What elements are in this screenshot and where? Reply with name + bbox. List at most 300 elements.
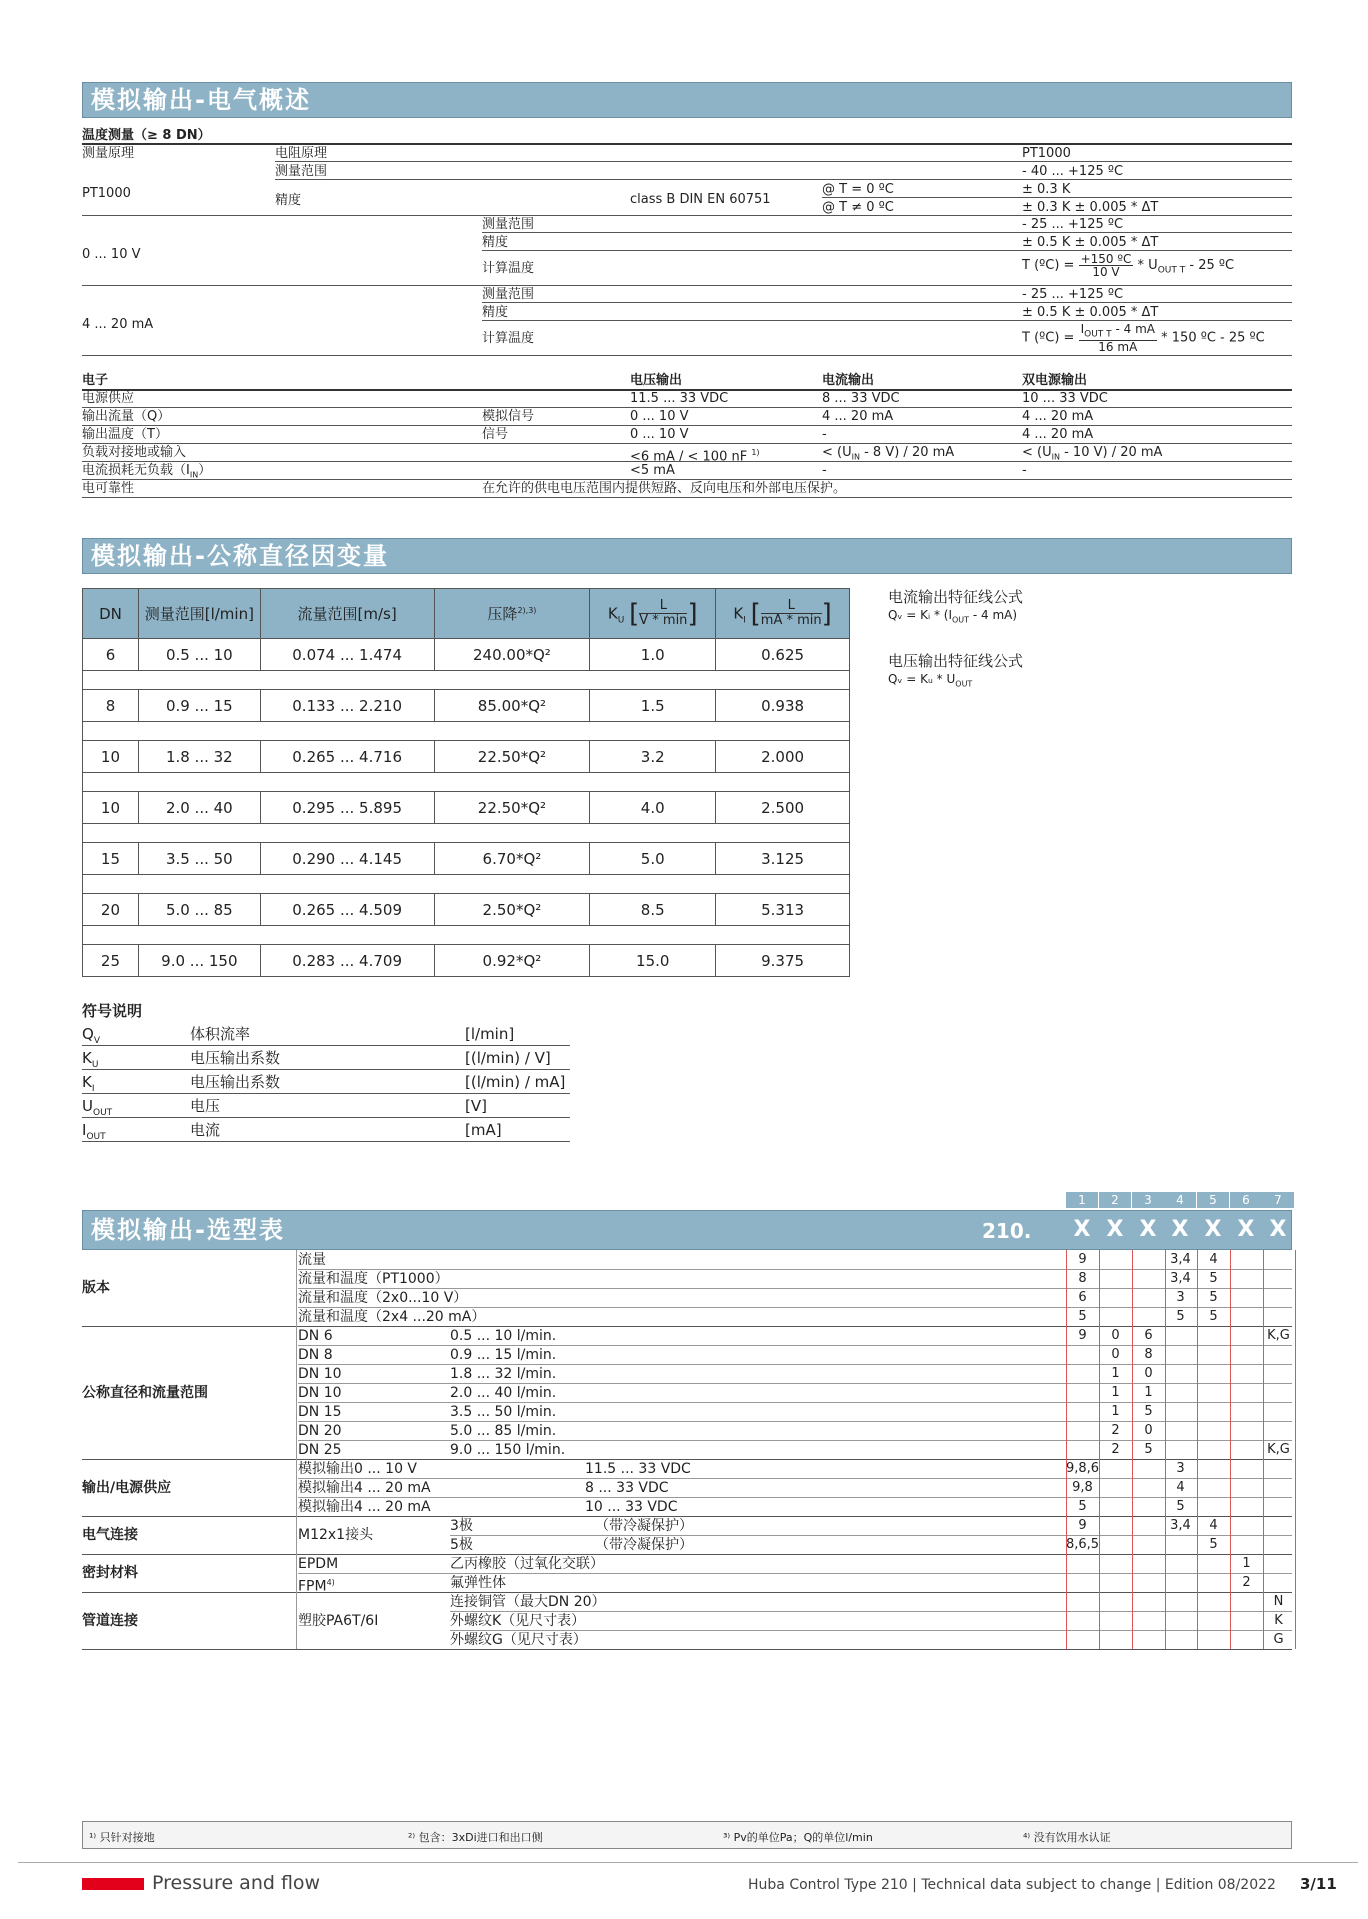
principle-val: PT1000	[1022, 146, 1071, 161]
legend-unit: [mA]	[465, 1121, 502, 1139]
selection-row-divider	[298, 1478, 1292, 1479]
selection-row-label	[450, 1632, 587, 1648]
formula-num: +150 ºC	[1080, 252, 1132, 266]
supply-d: 10 ... 33 VDC	[1022, 391, 1108, 406]
group-divider	[82, 1554, 1292, 1555]
selection-code-cell: 8	[1144, 1347, 1153, 1362]
load-d-sub: IN	[1051, 452, 1060, 462]
table-row	[83, 741, 850, 773]
selection-label-line	[296, 1250, 297, 1649]
row-label-text: 流量	[298, 1252, 326, 1268]
group-divider	[82, 1516, 1292, 1517]
selection-x: X	[1171, 1217, 1189, 1242]
row-label-text: 连接铜管（最大DN 20）	[450, 1594, 606, 1610]
divider	[82, 143, 1292, 145]
formula-current-text: Qᵥ = Kᵢ * (I	[888, 608, 952, 622]
selection-code-cell: 4	[1209, 1518, 1218, 1533]
cell-dn: 6	[83, 639, 139, 671]
legend-title: 符号说明	[82, 1002, 143, 1020]
cell-drop: 22.50*Q²	[434, 792, 590, 824]
legend-divider	[82, 1141, 570, 1142]
selection-code-cell: 9	[1078, 1328, 1087, 1343]
selection-row-label	[298, 1480, 431, 1496]
selection-code-cell: K,G	[1267, 1442, 1290, 1457]
selection-row-divider	[298, 1345, 1292, 1346]
row-label-text: 流量和温度（2x0...10 V）	[298, 1290, 468, 1306]
selection-digit: 7	[1262, 1192, 1294, 1208]
th-dn: DN	[83, 589, 139, 639]
formula-current-sub: OUT	[952, 615, 970, 625]
th-ku-num: L	[639, 599, 687, 614]
legend-sub: OUT	[92, 1108, 113, 1118]
row-label-text: 外螺纹K（见尺寸表）	[450, 1613, 586, 1629]
th-ki-den: mA * min	[760, 613, 822, 628]
selection-row-label	[298, 1290, 467, 1306]
selection-code-cell: N	[1273, 1594, 1284, 1609]
selection-row-label	[298, 1461, 417, 1477]
outq-label: 输出流量（Q）	[82, 409, 171, 424]
a-label: 4 ... 20 mA	[82, 317, 154, 332]
cell-speed: 0.265 ... 4.716	[260, 741, 434, 773]
load-a-end: - 8 V) / 20 mA	[864, 445, 955, 460]
v-range-val: - 25 ... +125 ºC	[1022, 217, 1124, 232]
outt-label: 输出温度（T）	[82, 427, 168, 442]
selection-row-value: 11.5 ... 33 VDC	[585, 1461, 691, 1477]
selection-row-value: 0.5 ... 10 l/min.	[450, 1328, 557, 1344]
formula-voltage-title: 电压输出特征线公式	[888, 652, 1024, 670]
legend-symbol	[82, 1025, 100, 1050]
cell-ku: 5.0	[590, 843, 716, 875]
cell-ku: 1.0	[590, 639, 716, 671]
selection-row-label	[450, 1537, 473, 1553]
accuracy-label: 精度	[275, 193, 302, 208]
selection-row-label	[298, 1385, 342, 1401]
selection-code-cell: 5	[1209, 1290, 1218, 1305]
v-calc-formula	[1022, 253, 1234, 278]
selection-row-label	[450, 1613, 585, 1629]
selection-code-cell: 1	[1242, 1556, 1251, 1571]
cell-dn: 20	[83, 894, 139, 926]
temp-heading: 温度测量（≥ 8 DN）	[82, 128, 211, 143]
cell-dn: 10	[83, 741, 139, 773]
spacer-row	[83, 773, 850, 792]
range-label: 测量范围	[275, 164, 328, 179]
divider	[82, 497, 1292, 498]
v-label: 0 ... 10 V	[82, 247, 141, 262]
selection-row-value: 1.8 ... 32 l/min.	[450, 1366, 557, 1382]
selection-x: X	[1139, 1217, 1157, 1242]
selection-code-cell: 4	[1209, 1252, 1218, 1267]
formula-post: * U	[1137, 258, 1158, 273]
group-label-pipe: 管道连接	[82, 1612, 138, 1629]
cell-ku: 3.2	[590, 741, 716, 773]
selection-row-value: 3.5 ... 50 l/min.	[450, 1404, 557, 1420]
consumption-text: 电流损耗无负载（I	[82, 463, 190, 478]
a-accuracy-label: 精度	[482, 305, 509, 320]
footer-brand: Pressure and flow	[152, 1872, 321, 1894]
divider	[275, 179, 1292, 180]
legend-divider	[82, 1045, 570, 1046]
selection-column-line	[1099, 1250, 1100, 1649]
row-label-text: 流量和温度（PT1000）	[298, 1271, 449, 1287]
cell-ki: 9.375	[716, 945, 850, 977]
selection-code-cell: 5	[1176, 1309, 1185, 1324]
selection-x: X	[1073, 1217, 1091, 1242]
group-label-out: 输出/电源供应	[82, 1479, 172, 1496]
group-label-version: 版本	[82, 1280, 110, 1296]
selection-row-value: 氟弹性体	[450, 1575, 506, 1591]
divider	[82, 479, 1292, 480]
footer-page: 3/11	[1300, 1875, 1337, 1893]
selection-code-cell: 2	[1111, 1442, 1120, 1457]
cons-a: -	[822, 463, 827, 478]
v-accuracy-label: 精度	[482, 235, 509, 250]
spacer-row	[83, 824, 850, 843]
row-label-text: DN 10	[298, 1366, 342, 1382]
divider	[82, 461, 1292, 462]
cell-range: 5.0 ... 85	[138, 894, 260, 926]
divider	[482, 232, 1292, 233]
table-row	[83, 639, 850, 671]
v-calc-label: 计算温度	[482, 261, 535, 276]
legend-unit: [(l/min) / mA]	[465, 1073, 566, 1091]
cell-drop: 85.00*Q²	[434, 690, 590, 722]
cell-speed: 0.290 ... 4.145	[260, 843, 434, 875]
selection-code-cell: 1	[1111, 1404, 1120, 1419]
group-sublabel-conn: M12x1接头	[298, 1527, 374, 1543]
selection-code-cell: 5	[1209, 1309, 1218, 1324]
selection-row-label	[298, 1271, 449, 1287]
group-divider	[82, 1326, 1292, 1327]
formula-pre: T (ºC) =	[1022, 258, 1075, 273]
selection-row-value: 8 ... 33 VDC	[585, 1480, 669, 1496]
at-nonzero: @ T ≠ 0 ºC	[822, 200, 894, 215]
th-ku: $K_U$ [ $\frac{L}{V * \min}$ ]	[590, 589, 716, 639]
selection-code-cell: 1	[1144, 1385, 1153, 1400]
spacer-row	[83, 722, 850, 741]
selection-digit: 2	[1099, 1192, 1131, 1208]
selection-column-line	[1165, 1250, 1166, 1649]
selection-code-cell: 3,4	[1170, 1271, 1191, 1286]
row-label-text: DN 15	[298, 1404, 342, 1420]
th-drop-sup: 2),3)	[517, 606, 537, 615]
row-label-text: 模拟输出4 ... 20 mA	[298, 1480, 431, 1496]
cell-dn: 10	[83, 792, 139, 824]
th-speed: 流量范围[m/s]	[260, 589, 434, 639]
selection-code-cell: 9,8,6	[1066, 1461, 1100, 1476]
selection-row-value: 10 ... 33 VDC	[585, 1499, 678, 1515]
cons-d: -	[1022, 463, 1027, 478]
divider	[82, 355, 1292, 356]
row-label-text: DN 20	[298, 1423, 342, 1439]
selection-row-value: 5.0 ... 85 l/min.	[450, 1423, 557, 1439]
divider	[82, 443, 1292, 444]
col-voltage: 电压输出	[630, 373, 683, 388]
consumption-end: ）	[198, 463, 212, 478]
reliability-val: 在允许的供电电压范围内提供短路、反向电压和外部电压保护。	[482, 481, 847, 496]
dn-table	[82, 588, 850, 977]
cell-ki: 2.000	[716, 741, 850, 773]
legend-sub: I	[91, 1084, 95, 1094]
selection-row-label	[298, 1328, 333, 1344]
footnote-4: ⁴⁾ 没有饮用水认证	[1023, 1831, 1111, 1844]
outt-a: -	[822, 427, 827, 442]
group-label-conn: 电气连接	[82, 1527, 138, 1543]
row-label-text: DN 6	[298, 1328, 333, 1344]
row-label-text: DN 25	[298, 1442, 342, 1458]
selection-row-divider	[298, 1364, 1292, 1365]
supply-a: 8 ... 33 VDC	[822, 391, 900, 406]
selection-digit: 4	[1164, 1192, 1196, 1208]
legend-sym: K	[82, 1073, 92, 1091]
selection-x: X	[1106, 1217, 1124, 1242]
supply-v: 11.5 ... 33 VDC	[630, 391, 729, 406]
legend-sub: OUT	[86, 1132, 106, 1142]
signal-label: 信号	[482, 427, 509, 442]
selection-digit: 3	[1132, 1192, 1164, 1208]
selection-code-cell: 1	[1111, 1366, 1120, 1381]
th-drop	[434, 589, 590, 639]
legend-sym: K	[82, 1049, 92, 1067]
selection-code-cell: 1	[1111, 1385, 1120, 1400]
selection-column-line	[1263, 1250, 1264, 1649]
row-label-text: EPDM	[298, 1556, 339, 1572]
selection-column-line	[1066, 1250, 1067, 1649]
selection-row-value: 0.9 ... 15 l/min.	[450, 1347, 557, 1363]
footer-divider	[18, 1862, 1358, 1863]
selection-row-value: 2.0 ... 40 l/min.	[450, 1385, 557, 1401]
formula-den: 10 V	[1092, 265, 1120, 279]
cell-ku: 1.5	[590, 690, 716, 722]
selection-row-label	[298, 1499, 431, 1515]
selection-row-label	[298, 1309, 485, 1325]
selection-code-cell: 3,4	[1170, 1252, 1191, 1267]
legend-desc: 电流	[190, 1121, 221, 1139]
selection-code-cell: 3	[1176, 1461, 1185, 1476]
selection-code-cell: 0	[1144, 1366, 1153, 1381]
selection-code-cell: 0	[1111, 1328, 1120, 1343]
reliability-label: 电可靠性	[82, 481, 135, 496]
selection-code-cell: 5	[1078, 1499, 1087, 1514]
selection-row-divider	[298, 1383, 1292, 1384]
a-calc-formula	[1022, 323, 1265, 353]
formula-voltage-text: Qᵥ = Kᵤ * U	[888, 672, 956, 686]
th-drop-label: 压降	[487, 605, 518, 623]
selection-code-cell: 5	[1144, 1404, 1153, 1419]
legend-symbol	[82, 1121, 106, 1146]
pt1000-label: PT1000	[82, 186, 131, 201]
selection-row-label	[298, 1442, 342, 1458]
row-label-text: 模拟输出0 ... 10 V	[298, 1461, 417, 1477]
legend-desc: 体积流率	[190, 1025, 251, 1043]
selection-code-cell: K	[1274, 1613, 1283, 1628]
formula-pre: T (ºC) =	[1022, 330, 1075, 346]
outt-d: 4 ... 20 mA	[1022, 427, 1094, 442]
cell-ki: 0.625	[716, 639, 850, 671]
cell-range: 3.5 ... 50	[138, 843, 260, 875]
selection-code-cell: 8,6,5	[1066, 1537, 1100, 1552]
table-row	[83, 945, 850, 977]
dn-table-body	[83, 639, 850, 977]
formula-fraction	[1079, 323, 1157, 353]
spacer-cell	[83, 875, 850, 894]
a-accuracy-val: ± 0.5 K ± 0.005 * ΔT	[1022, 305, 1159, 320]
a-calc-label: 计算温度	[482, 331, 535, 346]
selection-row-divider	[298, 1288, 1292, 1289]
spacer-cell	[83, 722, 850, 741]
cell-drop: 6.70*Q²	[434, 843, 590, 875]
formula-voltage	[888, 672, 972, 691]
at-nonzero-val: ± 0.3 K ± 0.005 * ΔT	[1022, 200, 1159, 215]
legend-desc: 电压	[190, 1097, 221, 1115]
cell-drop: 2.50*Q²	[434, 894, 590, 926]
selection-row-divider	[298, 1421, 1292, 1422]
cell-ku: 15.0	[590, 945, 716, 977]
cell-drop: 0.92*Q²	[434, 945, 590, 977]
selection-code-cell: 3	[1176, 1290, 1185, 1305]
spacer-row	[83, 926, 850, 945]
divider	[482, 320, 1292, 321]
selection-row-divider	[298, 1402, 1292, 1403]
cell-range: 0.9 ... 15	[138, 690, 260, 722]
selection-column-line	[1295, 1250, 1296, 1649]
section-title-electrical: 模拟输出-电气概述	[82, 82, 1292, 118]
cell-ki: 3.125	[716, 843, 850, 875]
selection-code-cell: 6	[1144, 1328, 1153, 1343]
selection-code-cell: 2	[1111, 1423, 1120, 1438]
elec-heading: 电子	[82, 373, 109, 388]
th-ki-label: K	[733, 604, 744, 622]
cell-speed: 0.295 ... 5.895	[260, 792, 434, 824]
selection-digit: 6	[1230, 1192, 1262, 1208]
legend-sym: U	[82, 1097, 93, 1115]
selection-row-value: 乙丙橡胶（过氧化交联）	[450, 1556, 604, 1572]
col-current: 电流输出	[822, 373, 875, 388]
selection-column-line	[1197, 1250, 1198, 1649]
selection-row-label	[450, 1594, 606, 1610]
group-divider	[82, 1649, 1292, 1650]
cell-ki: 5.313	[716, 894, 850, 926]
selection-code-cell: 8	[1078, 1271, 1087, 1286]
spacer-cell	[83, 671, 850, 690]
load-d-text: < (U	[1022, 445, 1052, 460]
footnote-3: ³⁾ Pv的单位Pa；Q的单位l/min	[723, 1831, 873, 1844]
principle-label: 测量原理	[82, 146, 135, 161]
row-label-text: 模拟输出4 ... 20 mA	[298, 1499, 431, 1515]
row-label-text: FPM	[298, 1578, 327, 1595]
footnote-1: ¹⁾ 只针对接地	[89, 1831, 155, 1844]
row-label-text: 3极	[450, 1518, 473, 1534]
v-range-label: 测量范围	[482, 217, 535, 232]
legend-sub: U	[91, 1060, 99, 1070]
legend-sub: V	[93, 1036, 100, 1046]
cell-dn: 15	[83, 843, 139, 875]
divider	[82, 407, 1292, 408]
selection-column-line	[1230, 1250, 1231, 1649]
outq-a: 4 ... 20 mA	[822, 409, 894, 424]
cell-speed: 0.074 ... 1.474	[260, 639, 434, 671]
formula-current	[888, 608, 1017, 627]
legend-symbol	[82, 1097, 112, 1122]
spacer-row	[83, 671, 850, 690]
legend-unit: [V]	[465, 1097, 487, 1115]
th-ku-label: K	[607, 604, 618, 622]
selection-row-label	[298, 1366, 342, 1382]
divider	[275, 161, 1292, 162]
spacer-cell	[83, 926, 850, 945]
selection-code-cell: K,G	[1267, 1328, 1290, 1343]
legend-divider	[82, 1117, 570, 1118]
th-ki-num: L	[761, 599, 822, 614]
selection-row-divider	[298, 1307, 1292, 1308]
row-label-text: DN 8	[298, 1347, 333, 1363]
group-divider	[82, 1592, 1292, 1593]
cell-range: 0.5 ... 10	[138, 639, 260, 671]
divider	[82, 215, 1292, 216]
load-v-text: <6 mA / < 100 nF	[630, 449, 748, 465]
cell-speed: 0.133 ... 2.210	[260, 690, 434, 722]
outt-v: 0 ... 10 V	[630, 427, 689, 442]
formula-num-sub: OUT T	[1084, 329, 1112, 340]
spacer-cell	[83, 773, 850, 792]
outq-d: 4 ... 20 mA	[1022, 409, 1094, 424]
selection-code-cell: G	[1273, 1632, 1284, 1647]
legend-desc: 电压输出系数	[190, 1073, 281, 1091]
th-ku-den: V * min	[639, 613, 688, 628]
cell-speed: 0.265 ... 4.509	[260, 894, 434, 926]
footnote-2: ²⁾ 包含：3xDi进口和出口侧	[408, 1831, 543, 1844]
divider	[82, 425, 1292, 426]
row-label-text: 流量和温度（2x4 ...20 mA）	[298, 1309, 486, 1325]
row-label-text: 5极	[450, 1537, 473, 1553]
cell-ku: 4.0	[590, 792, 716, 824]
selection-code-cell: 5	[1209, 1271, 1218, 1286]
load-a-text: < (U	[822, 445, 852, 460]
selection-row-label	[450, 1518, 473, 1534]
row-label-text: 外螺纹G（见尺寸表）	[450, 1632, 587, 1648]
outq-v: 0 ... 10 V	[630, 409, 689, 424]
formula-fraction	[1079, 253, 1134, 278]
selection-code-cell: 5	[1144, 1442, 1153, 1457]
selection-code-cell: 9	[1078, 1518, 1087, 1533]
load-v-sup: 1)	[751, 448, 760, 457]
selection-row-divider	[298, 1269, 1292, 1270]
cell-range: 9.0 ... 150	[138, 945, 260, 977]
th-range: 测量范围[l/min]	[138, 589, 260, 639]
selection-digit: 5	[1197, 1192, 1229, 1208]
th-ki: $K_I$ [ $\frac{L}{mA * \min}$ ]	[716, 589, 850, 639]
cell-range: 1.8 ... 32	[138, 741, 260, 773]
selection-code-cell: 6	[1078, 1290, 1087, 1305]
accuracy-class: class B DIN EN 60751	[630, 192, 771, 207]
table-row	[83, 792, 850, 824]
selection-row-value: 9.0 ... 150 l/min.	[450, 1442, 566, 1458]
a-range-label: 测量范围	[482, 287, 535, 302]
selection-row-label	[298, 1404, 342, 1420]
row-label-sup: 4)	[326, 1578, 335, 1587]
selection-row-value: （带冷凝保护）	[595, 1518, 693, 1534]
load-label: 负载对接地或输入	[82, 445, 187, 460]
cell-dn: 8	[83, 690, 139, 722]
footnotes-bar	[82, 1821, 1292, 1849]
th-ki-sub: I	[743, 615, 746, 625]
table-row	[83, 843, 850, 875]
formula-den: 16 mA	[1098, 340, 1138, 355]
selection-row-label	[298, 1423, 342, 1439]
selection-code-cell: 5	[1176, 1499, 1185, 1514]
cell-ku: 8.5	[590, 894, 716, 926]
selection-x: X	[1269, 1217, 1287, 1242]
